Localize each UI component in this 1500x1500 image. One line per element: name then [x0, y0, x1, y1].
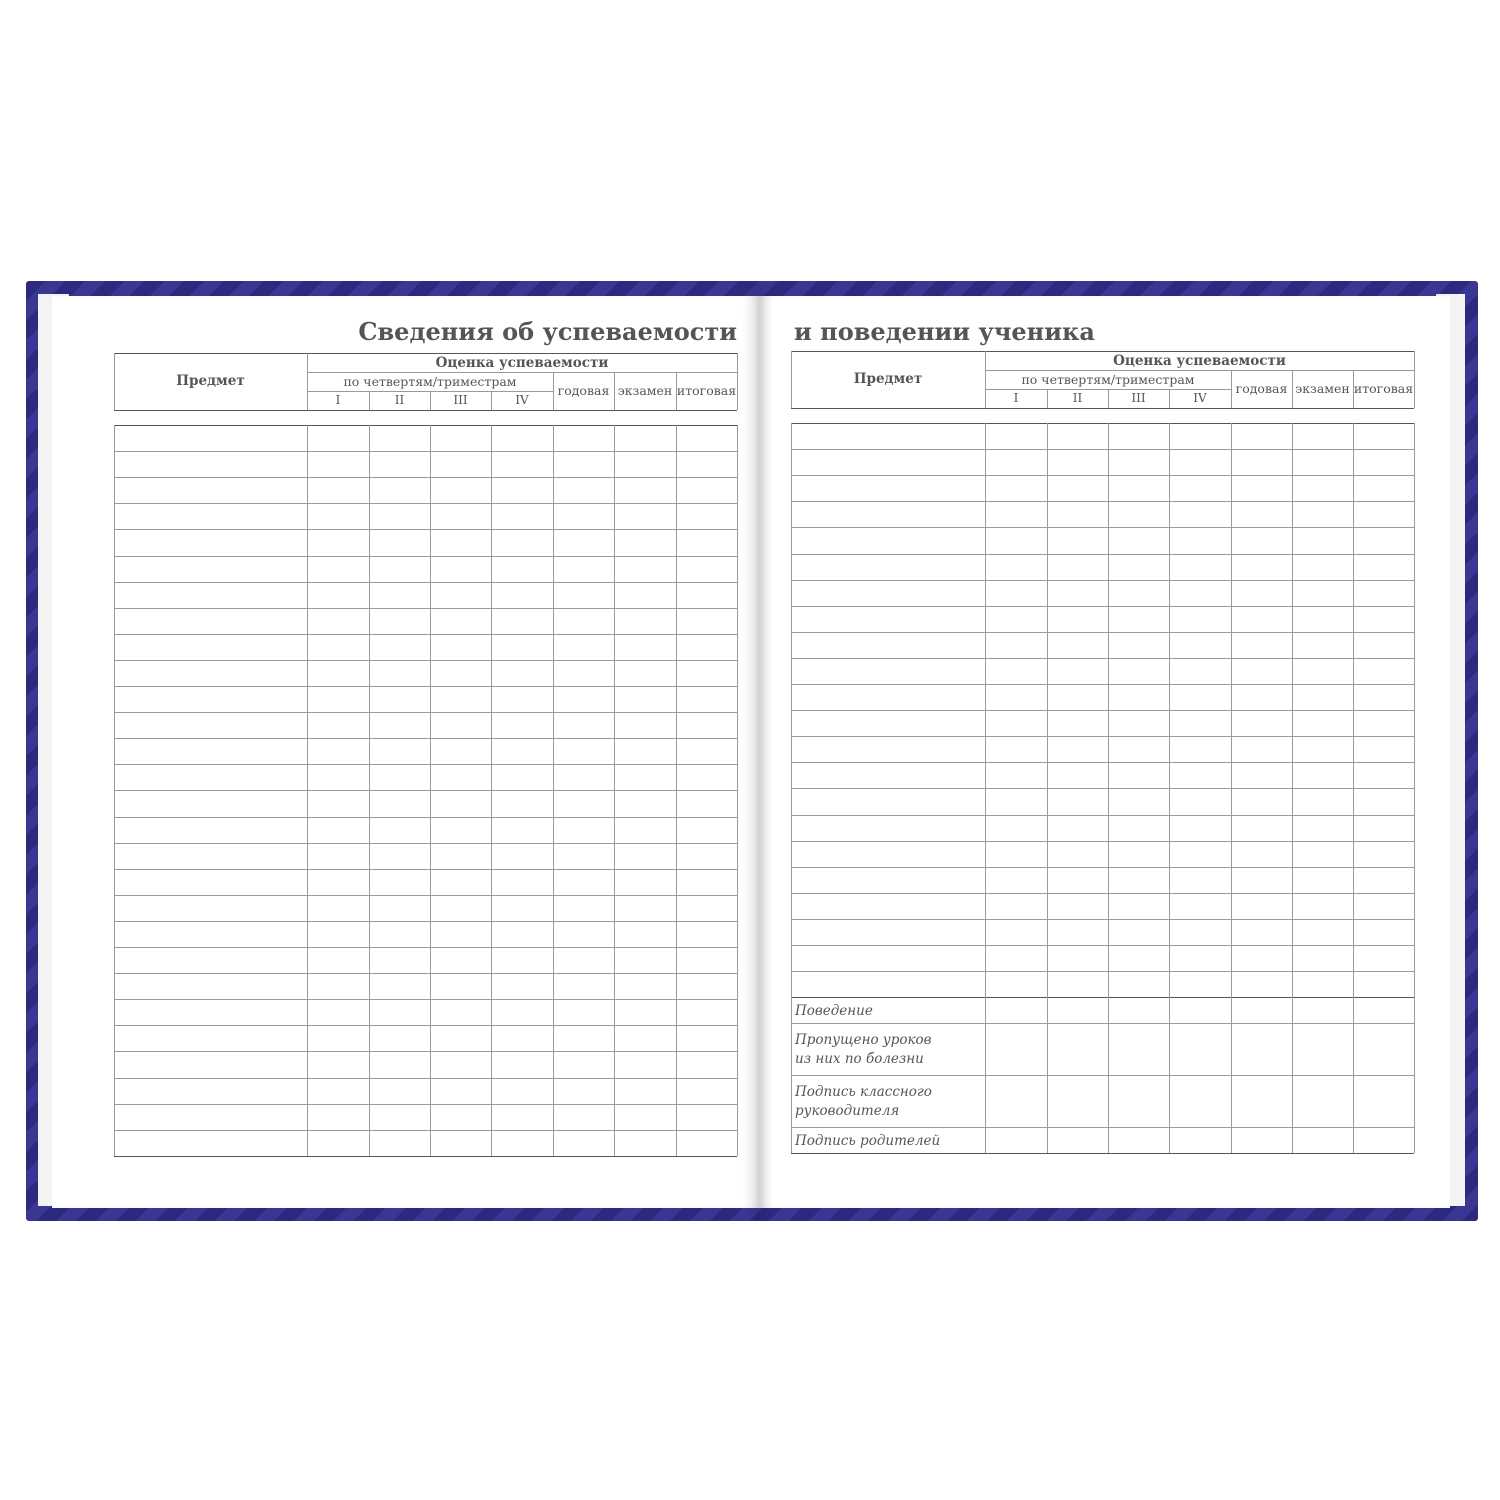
table-column-rule: [614, 425, 615, 1156]
table-column-rule: [1292, 423, 1293, 1153]
table-row-rule: [791, 919, 1414, 920]
annual-header: годовая: [557, 383, 610, 398]
quarter-label: III: [453, 392, 468, 407]
footer-row-rule: [791, 1153, 1414, 1154]
table-column-rule: [1108, 423, 1109, 1153]
table-row-rule: [114, 1130, 737, 1131]
header-column-rule: [985, 351, 986, 408]
quarter-label: I: [335, 392, 341, 407]
quarter-label: III: [1131, 390, 1146, 405]
table-column-rule: [676, 425, 677, 1156]
table-row-rule: [114, 947, 737, 948]
table-row-rule: [114, 738, 737, 739]
table-left-rule: [114, 353, 115, 410]
table-row-rule: [114, 1078, 737, 1079]
footer-row-rule: [791, 1075, 1414, 1076]
table-row-rule: [791, 632, 1414, 633]
table-row-rule: [114, 451, 737, 452]
header-bottom-rule: [791, 408, 1414, 409]
grade-header: Оценка успеваемости: [435, 354, 609, 371]
exam-header: экзамен: [617, 383, 673, 398]
header-column-rule: [1169, 389, 1170, 408]
annual-header: годовая: [1235, 381, 1288, 396]
table-column-rule: [491, 425, 492, 1156]
final-header: итоговая: [676, 383, 737, 398]
table-right-rule: [737, 425, 738, 1156]
quarters-header: по четвертям/триместрам: [1021, 371, 1195, 387]
table-right-rule: [1414, 351, 1415, 408]
table-row-rule: [791, 684, 1414, 685]
table-row-rule: [791, 527, 1414, 528]
missed-lessons-label: Пропущено уроков из них по болезни: [795, 1032, 932, 1068]
table-column-rule: [553, 425, 554, 1156]
header-column-rule: [430, 391, 431, 410]
table-column-rule: [1047, 423, 1048, 1153]
header-column-rule: [369, 391, 370, 410]
table-row-rule: [791, 658, 1414, 659]
table-row-rule: [114, 608, 737, 609]
table-row-rule: [791, 893, 1414, 894]
header-bottom-rule: [114, 410, 737, 411]
table-row-rule: [114, 660, 737, 661]
quarter-label: II: [394, 392, 405, 407]
table-row-rule: [791, 710, 1414, 711]
table-row-rule: [114, 843, 737, 844]
table-row-rule: [114, 1051, 737, 1052]
footer-top-rule: [791, 997, 1414, 998]
exam-header: экзамен: [1295, 381, 1350, 396]
table-row-rule: [114, 790, 737, 791]
table-left-rule: [114, 425, 115, 1156]
table-row-rule: [114, 1104, 737, 1105]
table-row-rule: [114, 1156, 737, 1157]
left-page: [52, 296, 760, 1208]
table-row-rule: [114, 686, 737, 687]
table-row-rule: [114, 712, 737, 713]
teacher-signature-label: Подпись классного руководителя: [795, 1084, 932, 1120]
grade-header: Оценка успеваемости: [1113, 352, 1286, 369]
quarter-label: I: [1013, 390, 1019, 405]
table-row-rule: [114, 764, 737, 765]
table-row-rule: [791, 736, 1414, 737]
right-page: [760, 296, 1450, 1208]
table-column-rule: [1353, 423, 1354, 1153]
spine-shadow: [742, 284, 774, 1220]
right-page-title: и поведении ученика: [794, 317, 1095, 346]
table-row-rule: [114, 895, 737, 896]
table-left-rule: [791, 423, 792, 1153]
table-row-rule: [114, 973, 737, 974]
table-row-rule: [114, 503, 737, 504]
behavior-label: Поведение: [795, 1002, 873, 1019]
header-column-rule: [491, 391, 492, 410]
footer-row-rule: [791, 1023, 1414, 1024]
table-row-rule: [114, 921, 737, 922]
table-row-rule: [791, 841, 1414, 842]
table-row-rule: [114, 529, 737, 530]
table-left-rule: [791, 351, 792, 408]
table-right-rule: [737, 353, 738, 410]
header-column-rule: [1108, 389, 1109, 408]
table-row-rule: [791, 788, 1414, 789]
quarter-label: II: [1072, 390, 1083, 405]
table-right-rule: [1414, 423, 1415, 1153]
table-row-rule: [791, 475, 1414, 476]
table-row-rule: [114, 582, 737, 583]
quarters-header: по четвертям/триместрам: [343, 373, 517, 389]
table-column-rule: [307, 425, 308, 1156]
subject-header: Предмет: [176, 372, 245, 389]
table-row-rule: [791, 554, 1414, 555]
table-column-rule: [1231, 423, 1232, 1153]
table-column-rule: [1169, 423, 1170, 1153]
parent-signature-label: Подпись родителей: [795, 1132, 941, 1149]
table-row-rule: [791, 580, 1414, 581]
quarter-label: IV: [1193, 390, 1207, 405]
table-row-rule: [791, 762, 1414, 763]
table-row-rule: [114, 556, 737, 557]
table-row-rule: [114, 1025, 737, 1026]
table-row-rule: [114, 477, 737, 478]
body-top-rule: [114, 425, 737, 426]
quarter-label: IV: [515, 392, 529, 407]
body-top-rule: [791, 423, 1414, 424]
table-row-rule: [791, 867, 1414, 868]
table-row-rule: [114, 817, 737, 818]
table-column-rule: [430, 425, 431, 1156]
table-row-rule: [114, 999, 737, 1000]
subject-header: Предмет: [853, 370, 923, 387]
table-column-rule: [985, 423, 986, 1153]
left-page-title: Сведения об успеваемости: [358, 317, 737, 346]
footer-row-rule: [791, 1127, 1414, 1128]
table-row-rule: [791, 945, 1414, 946]
table-row-rule: [791, 606, 1414, 607]
header-column-rule: [307, 353, 308, 410]
final-header: итоговая: [1353, 381, 1414, 396]
table-column-rule: [369, 425, 370, 1156]
table-row-rule: [114, 634, 737, 635]
table-row-rule: [791, 449, 1414, 450]
table-row-rule: [791, 501, 1414, 502]
table-row-rule: [791, 815, 1414, 816]
table-row-rule: [791, 971, 1414, 972]
table-row-rule: [114, 869, 737, 870]
header-column-rule: [1047, 389, 1048, 408]
